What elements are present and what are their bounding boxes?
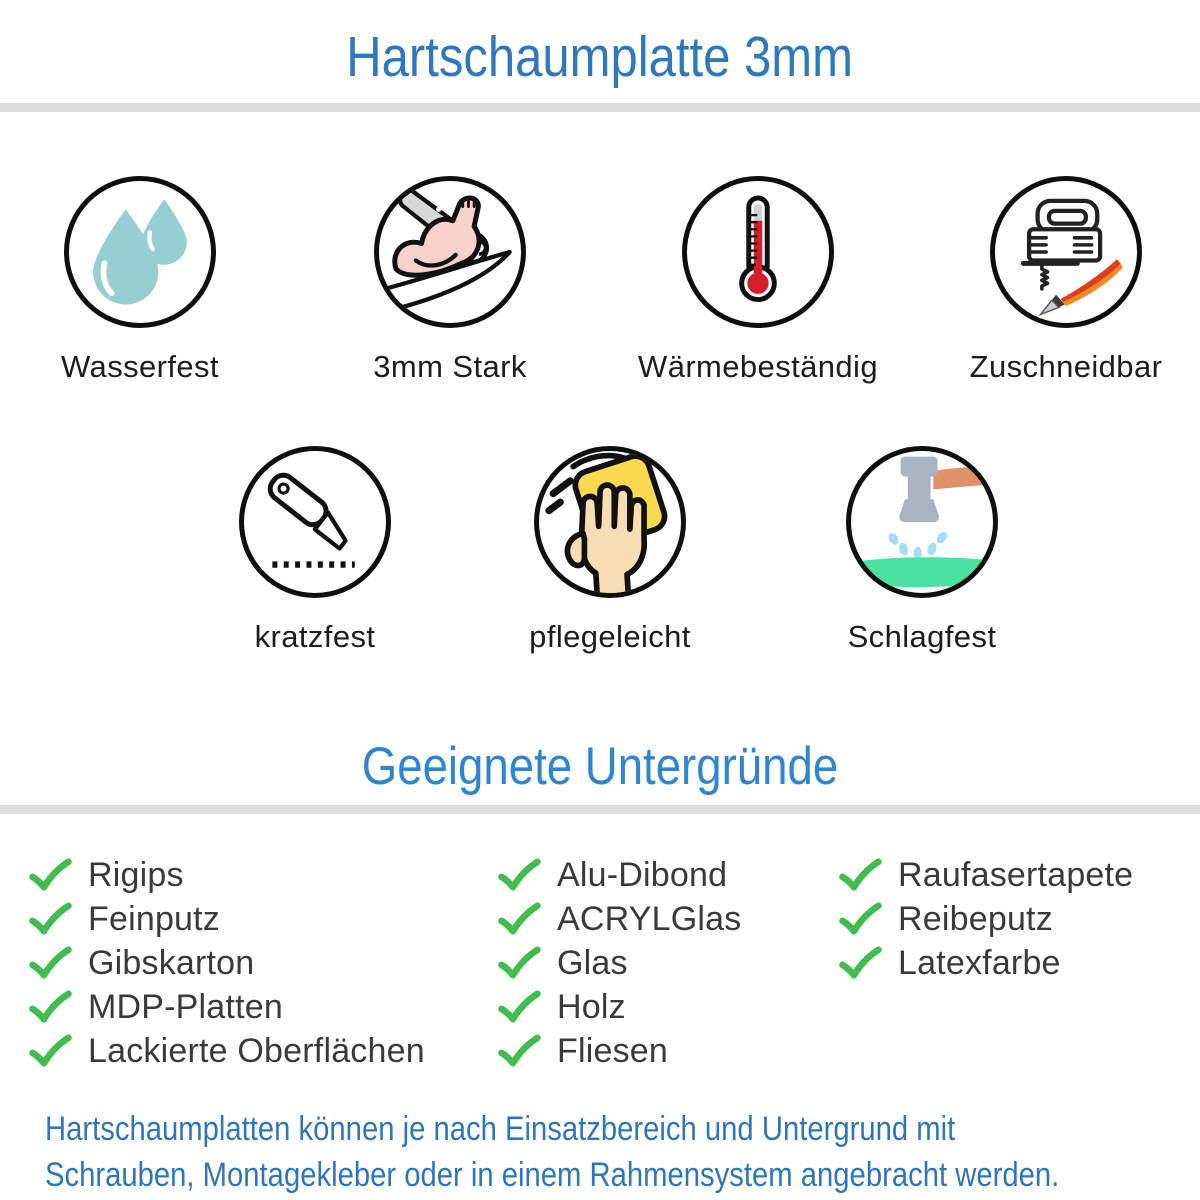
feature-3mm-stark (320, 176, 580, 385)
substrate-label: Lackierte Oberflächen (88, 1031, 425, 1070)
substrate-item (497, 1029, 741, 1073)
feature-label: Wärmebeständig (638, 349, 878, 384)
footer-line-1: Hartschaumplatten können je nach Einsatzbereich und Untergrund mit (45, 1110, 956, 1148)
checkmark-icon (497, 1034, 542, 1068)
divider-top (0, 103, 1200, 112)
substrate-label: Alu-Dibond (557, 855, 728, 894)
checkmark-icon (28, 990, 73, 1024)
water-drops-icon (64, 176, 216, 328)
substrate-item (28, 985, 425, 1029)
feature-waermebestaendig (628, 176, 888, 385)
substrate-item (28, 897, 425, 941)
cleaning-hand-icon (534, 446, 686, 598)
feature-wasserfest (10, 176, 270, 385)
feature-schlagfest (792, 446, 1052, 655)
jigsaw-icon (990, 176, 1142, 328)
checkmark-icon (28, 902, 73, 936)
checkmark-icon (497, 858, 542, 892)
footer-note (45, 1106, 1200, 1198)
feature-pflegeleicht (480, 446, 740, 655)
substrate-label: ACRYLGlas (557, 899, 742, 938)
checkmark-icon (28, 946, 73, 980)
substrate-item (28, 1029, 425, 1073)
substrate-column-3 (838, 853, 1133, 985)
substrate-item (497, 941, 741, 985)
substrate-label: MDP-Platten (88, 987, 283, 1026)
page-title-text: Hartschaumplatte 3mm (346, 25, 854, 89)
section-title (0, 737, 1200, 797)
substrate-item (838, 853, 1133, 897)
utility-knife-icon (239, 446, 391, 598)
substrate-label: Feinputz (88, 899, 221, 938)
checkmark-icon (838, 946, 883, 980)
checkmark-icon (838, 902, 883, 936)
feature-label: kratzfest (254, 619, 376, 654)
section-title-text: Geeignete Untergründe (361, 737, 839, 796)
substrate-column-2 (497, 853, 741, 1073)
feature-label: Zuschneidbar (969, 349, 1163, 384)
footer-line-2: Schrauben, Montagekleber oder in einem Rahmensystem angebracht werden. (45, 1156, 1060, 1194)
substrate-label: Rigips (88, 855, 184, 894)
feature-kratzfest (185, 446, 445, 655)
checkmark-icon (497, 902, 542, 936)
checkmark-icon (497, 946, 542, 980)
divider-section (0, 805, 1200, 814)
substrate-item (28, 941, 425, 985)
substrate-item (838, 897, 1133, 941)
feature-label: pflegeleicht (529, 619, 691, 654)
feature-label: 3mm Stark (373, 349, 527, 384)
page-title (0, 24, 1200, 90)
substrate-item (838, 941, 1133, 985)
muscle-arm-icon (374, 176, 526, 328)
substrate-item (497, 897, 741, 941)
substrate-label: Fliesen (557, 1031, 669, 1070)
feature-label: Wasserfest (61, 349, 219, 384)
checkmark-icon (497, 990, 542, 1024)
substrate-item (28, 853, 425, 897)
feature-zuschneidbar (936, 176, 1196, 385)
substrate-label: Holz (557, 987, 626, 1026)
substrate-column-1 (28, 853, 425, 1073)
substrate-item (497, 985, 741, 1029)
hammer-icon (846, 446, 998, 598)
substrate-label: Gibskarton (88, 943, 255, 982)
substrate-label: Latexfarbe (898, 943, 1061, 982)
thermometer-icon (682, 176, 834, 328)
feature-label: Schlagfest (847, 619, 997, 654)
substrate-label: Reibeputz (898, 899, 1053, 938)
substrate-label: Raufasertapete (898, 855, 1134, 894)
checkmark-icon (28, 858, 73, 892)
checkmark-icon (28, 1034, 73, 1068)
substrate-item (497, 853, 741, 897)
checkmark-icon (838, 858, 883, 892)
substrate-label: Glas (557, 943, 628, 982)
